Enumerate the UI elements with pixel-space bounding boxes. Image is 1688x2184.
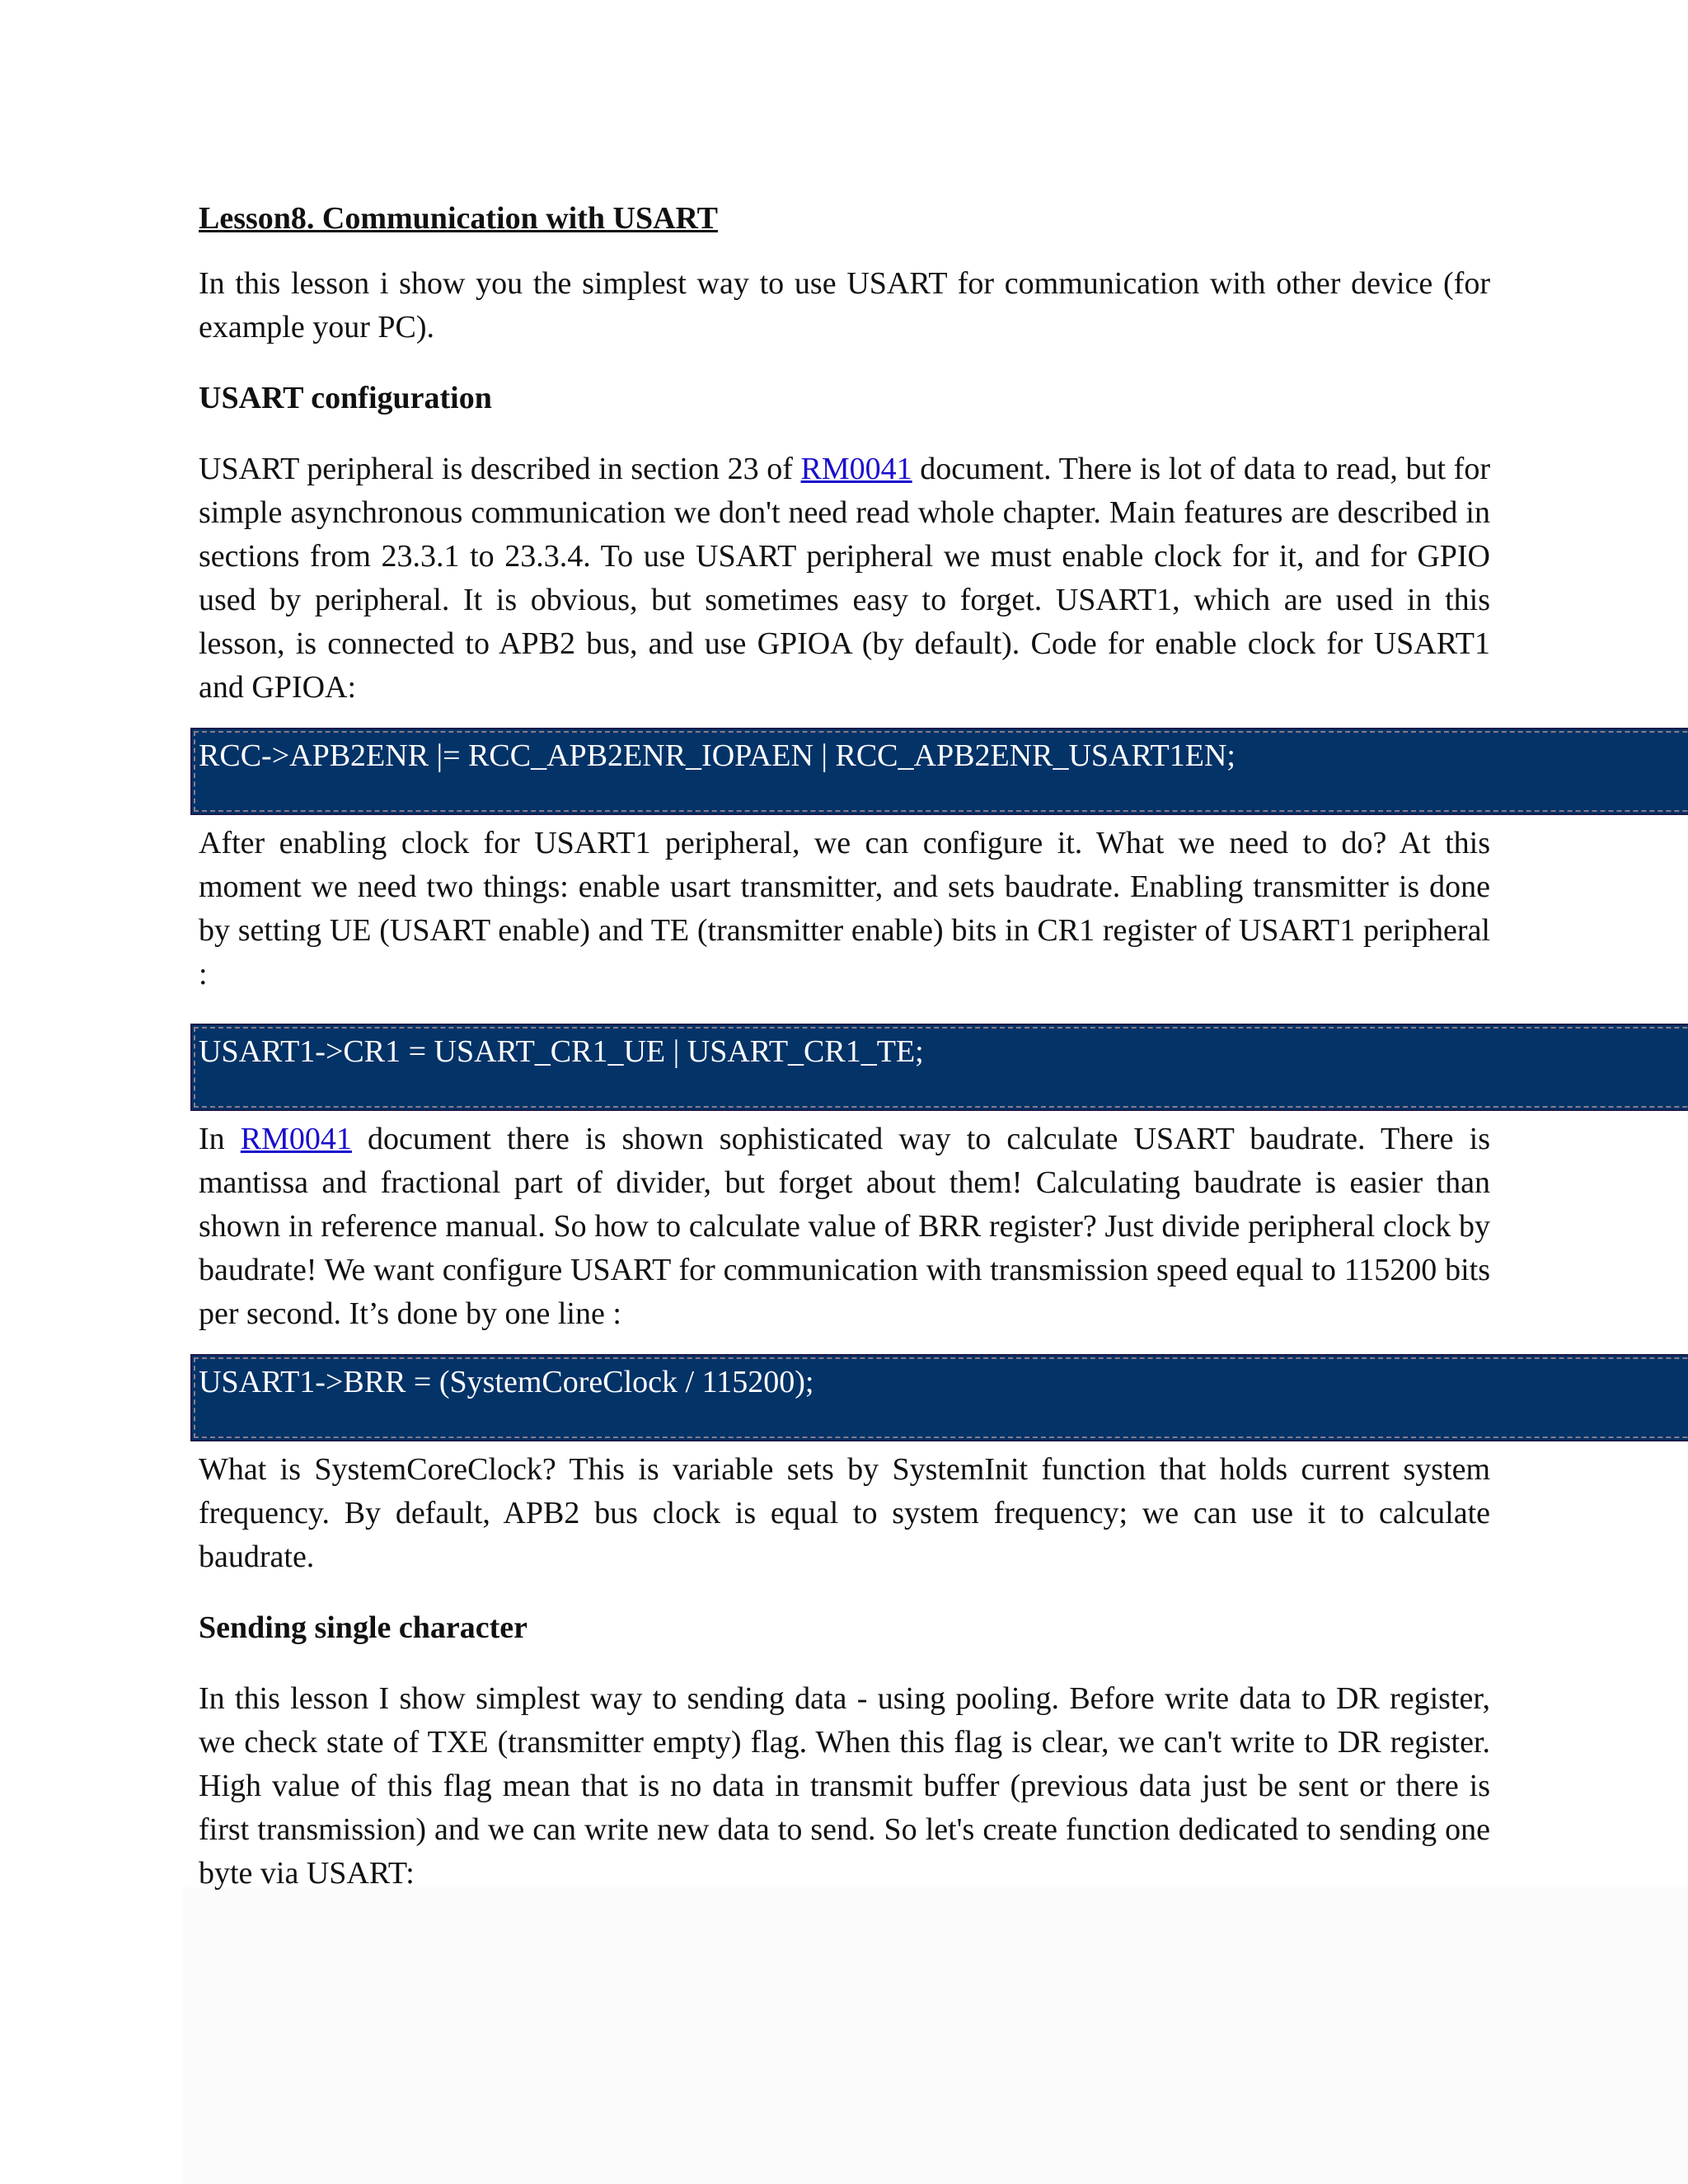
section-heading-usart-configuration: USART configuration <box>199 381 492 415</box>
code-block-brr: USART1->BRR = (SystemCoreClock / 115200); <box>190 1354 1688 1441</box>
paragraph-text: document. There is lot of data to read, but for simple asynchronous communication we don't need read whole chapter. Main features are described in sections from 23.3.1 to 23.3.4. To use USART peripheral we must enable clock for it, and for GPIO used by peripheral. It is obvious, but sometimes easy to forget. USART1, which are used in this lesson, is connected to APB2 bus, and use GPIOA (by default). Code for enable clock for USART1 and GPIOA: <box>199 452 1490 705</box>
lesson-title: Lesson8. Communication with USART <box>199 201 718 236</box>
page-background-shade <box>183 1887 1688 2184</box>
paragraph-usart-peripheral <box>199 448 1490 710</box>
code-block-enable-clock: RCC->APB2ENR |= RCC_APB2ENR_IOPAEN | RCC_APB2ENR_USART1EN; <box>190 728 1688 815</box>
section-heading-sending-single-character: Sending single character <box>199 1610 528 1645</box>
paragraph-text: In <box>199 1122 241 1156</box>
paragraph-text: USART peripheral is described in section 23 of <box>199 452 801 486</box>
paragraph-configure-usart: After enabling clock for USART1 peripheral, we can configure it. What we need to do? At this moment we need two things: enable usart transmitter, and sets baudrate. Enabling transmitter is done by setting UE (USART enable) and TE (transmitter enable) bits in CR1 register of USART1 peripheral : <box>199 826 1490 991</box>
rm0041-link[interactable]: RM0041 <box>800 452 912 486</box>
code-block-cr1: USART1->CR1 = USART_CR1_UE | USART_CR1_TE; <box>190 1024 1688 1111</box>
document-body <box>199 196 1490 1923</box>
intro-paragraph: In this lesson i show you the simplest way to use USART for communication with other device (for example your PC). <box>199 266 1490 344</box>
paragraph-baudrate <box>199 1118 1490 1336</box>
paragraph-systemcoreclock: What is SystemCoreClock? This is variable sets by SystemInit function that holds current system frequency. By default, APB2 bus clock is equal to system frequency; we can use it to calculate baudrate. <box>199 1452 1490 1574</box>
paragraph-sending-data: In this lesson I show simplest way to sending data - using pooling. Before write data to DR register, we check state of TXE (transmitter empty) flag. When this flag is clear, we can't write to DR register. High value of this flag mean that is no data in transmit buffer (previous data just be sent or there is first transmission) and we can write new data to send. So let's create function dedicated to sending one byte via USART: <box>199 1681 1490 1891</box>
rm0041-link[interactable]: RM0041 <box>240 1122 352 1156</box>
paragraph-text: document there is shown sophisticated way to calculate USART baudrate. There is mantissa and fractional part of divider, but forget about them! Calculating baudrate is easier than shown in reference manual. So how to calculate value of BRR register? Just divide peripheral clock by baudrate! We want configure USART for communication with transmission speed equal to 115200 bits per second. It’s done by one line : <box>199 1122 1490 1331</box>
